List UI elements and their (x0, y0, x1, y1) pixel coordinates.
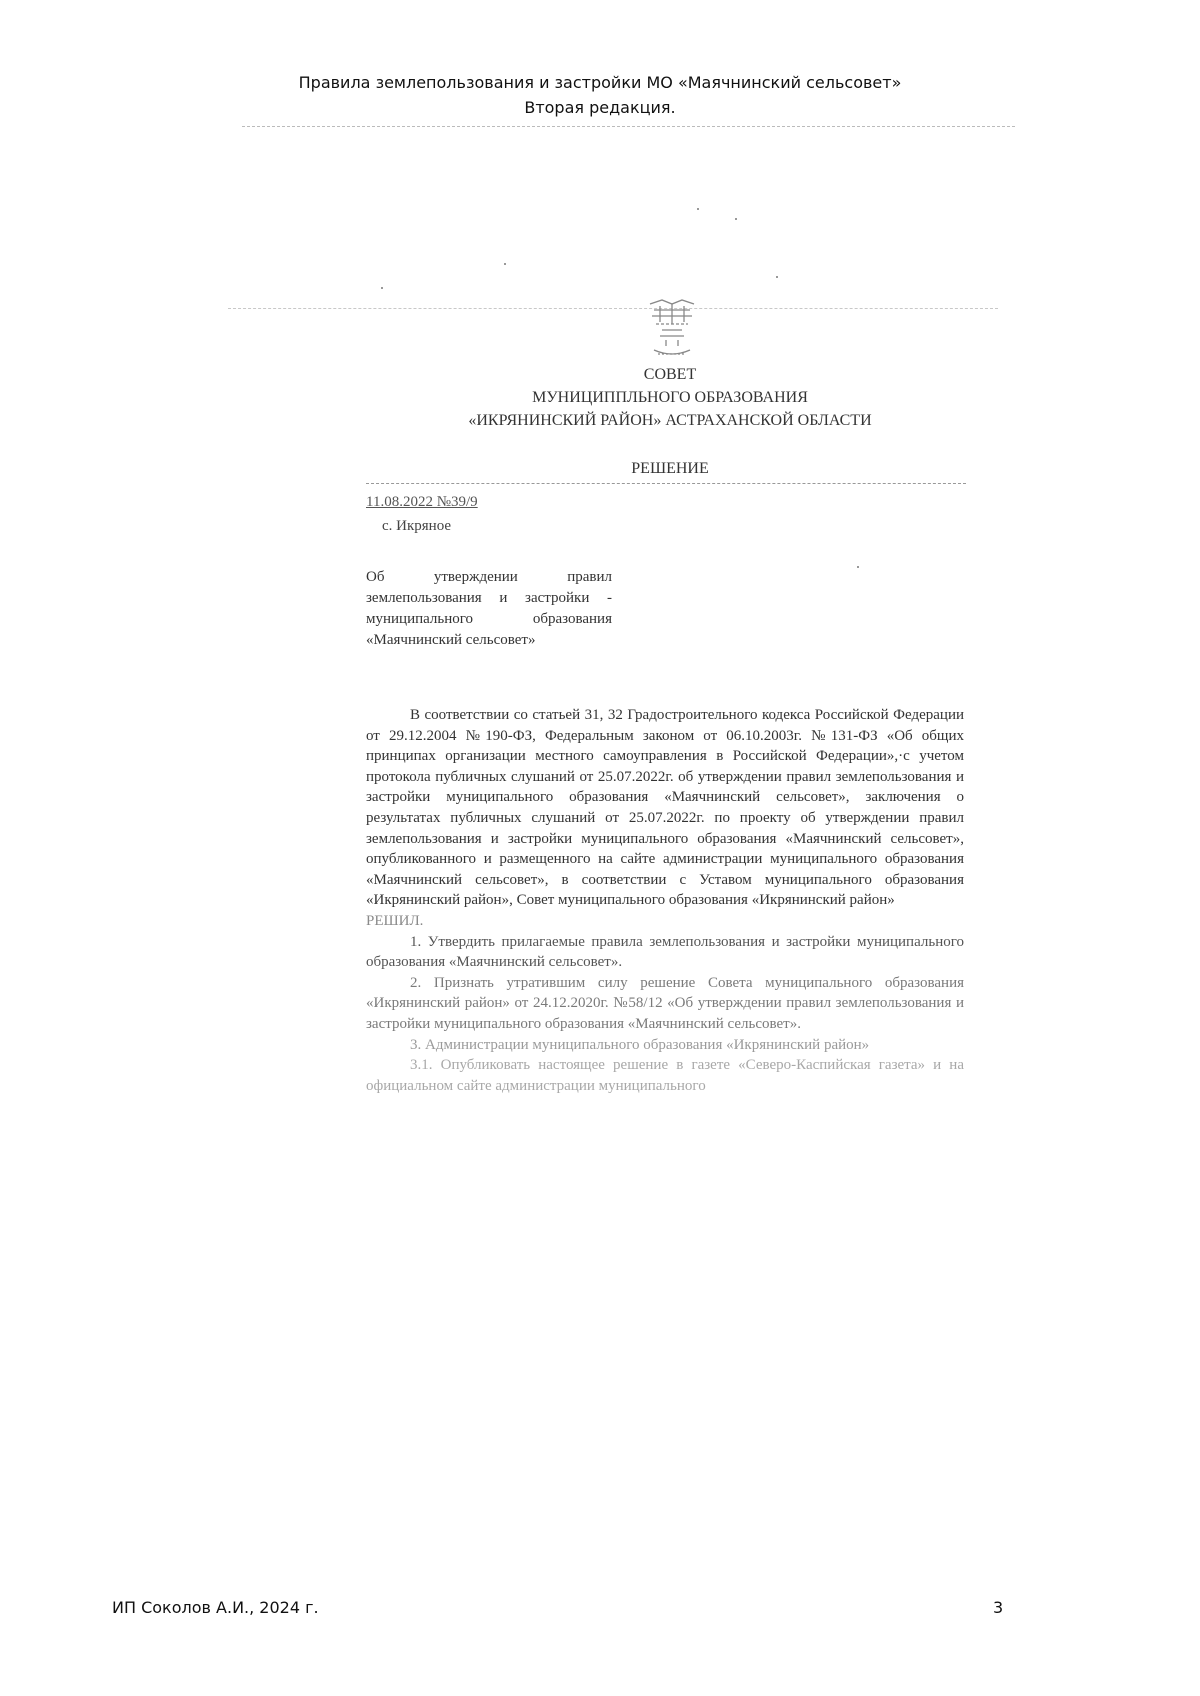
coat-of-arms-emblem (640, 296, 704, 358)
footer-author: ИП Соколов А.И., 2024 г. (112, 1598, 319, 1617)
decision-body (366, 705, 964, 1096)
decision-date-number: 11.08.2022 №39/9 (366, 494, 478, 510)
decision-item-2: 2. Признать утратившим силу решение Совета муниципального образования «Икрянинский район» от 24.12.2020г. №58/12 «Об утверждении правил землепользования и застройки муниципального образования «Маячнинский сельсовет». (366, 974, 964, 1032)
subject-line: «Маячнинский сельсовет» (366, 632, 536, 648)
header-title: Правила землепользования и застройки МО «Маячнинский сельсовет» (298, 73, 902, 92)
scan-speck (735, 218, 737, 220)
scan-speck (857, 566, 859, 568)
scan-speck (697, 208, 699, 210)
preamble-paragraph: В соответствии со статьей 31, 32 Градостроительного кодекса Российской Федерации от 29.12.2004 №190-ФЗ, Федеральным законом от 06.10.2003г. №131-ФЗ «Об общих принципах организации местного самоуправления в Российской Федерации»,·с учетом протокола публичных слушаний от 25.07.2022г. об утверждении правил землепользования и застройки муниципального образования «Маячнинский сельсовет», заключения о результатах публичных слушаний от 25.07.2022г. по проекту об утверждении правил землепользования и застройки муниципального образования «Маячнинский сельсовет», опубликованного и размещенного на сайте администрации муниципального образования «Маячнинский сельсовет», в соответствии с Уставом муниципального образования «Икрянинский район», Совет муниципального образования «Икрянинский район» (366, 707, 964, 909)
decision-heading: РЕШЕНИЕ (631, 460, 709, 477)
council-title: СОВЕТ (643, 366, 697, 383)
council-municipality: МУНИЦИППЛЬНОГО ОБРАЗОВАНИЯ (532, 389, 808, 406)
scan-artifact-line (228, 308, 998, 309)
decision-place: с. Икряное (382, 518, 452, 534)
decision-subject (366, 567, 612, 651)
scan-speck (504, 263, 506, 265)
council-region: «ИКРЯНИНСКИЙ РАЙОН» АСТРАХАНСКОЙ ОБЛАСТИ (468, 412, 872, 429)
scan-speck (776, 276, 778, 278)
decision-item-1: 1. Утвердить прилагаемые правила землепользования и застройки муниципального образования «Маячнинский сельсовет». (366, 933, 964, 971)
decision-item-3-1: 3.1. Опубликовать настоящее решение в газете «Северо-Каспийская газета» и на официальном сайте администрации муниципального (366, 1057, 964, 1094)
resolved-label: РЕШИЛ. (366, 912, 424, 929)
subject-line: Об утверждении правил (366, 569, 612, 585)
subject-line: муниципального образования (366, 611, 612, 627)
subject-line: землепользования и застройки - (366, 590, 612, 606)
scan-speck (381, 287, 383, 289)
decision-divider (366, 483, 966, 484)
header-edition: Вторая редакция. (524, 98, 676, 117)
page-number: 3 (993, 1598, 1004, 1617)
decision-item-3: 3. Администрации муниципального образования «Икрянинский район» (410, 1036, 870, 1053)
